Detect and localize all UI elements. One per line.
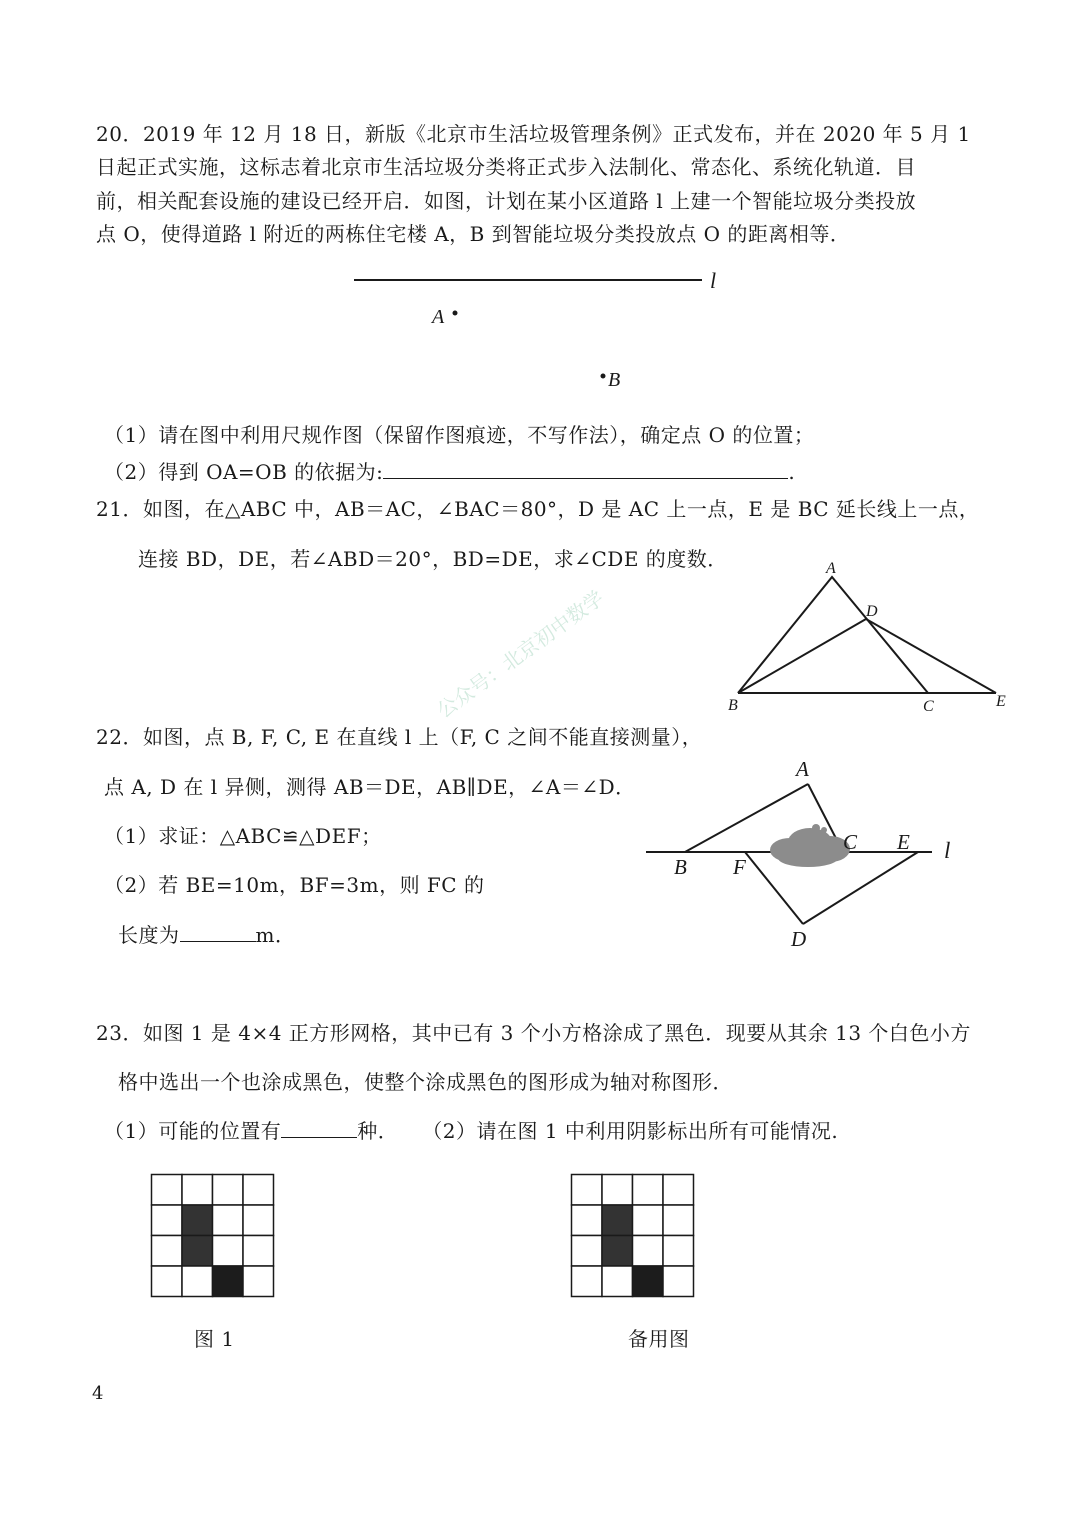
q22-figure — [640, 752, 980, 952]
grid-cell[interactable] — [572, 1205, 603, 1236]
q21-line-2: 连接 BD，DE，若∠ABD＝20°，BD=DE，求∠CDE 的度数． — [138, 547, 728, 571]
grid-cell[interactable] — [572, 1266, 603, 1297]
q23-line-2: 格中选出一个也涂成黑色，使整个涂成黑色的图形成为轴对称图形． — [118, 1070, 733, 1094]
vertex-d-label: D — [866, 603, 878, 620]
grid-cell[interactable] — [633, 1205, 664, 1236]
q23-part-1-text: （1）可能的位置有 — [104, 1119, 282, 1143]
line-l-label: l — [944, 838, 951, 863]
q22-part-2-cont — [118, 921, 295, 949]
grid-figure-spare[interactable] — [570, 1173, 696, 1299]
grid-cell-shaded[interactable] — [213, 1266, 244, 1297]
q20-line-2: 日起正式实施，这标志着北京市生活垃圾分类将正式步入法制化、常态化、系统化轨道．目 — [96, 155, 916, 179]
grid-cell[interactable] — [572, 1175, 603, 1206]
grid-cell[interactable] — [663, 1266, 694, 1297]
grid-cell-shaded[interactable] — [182, 1236, 213, 1267]
q23-parts — [104, 1117, 838, 1145]
watermark: 公众号：北京初中数学 — [432, 585, 609, 723]
grid-cell[interactable] — [152, 1266, 183, 1297]
point-a-dot — [453, 311, 458, 316]
point-b-dot — [601, 374, 606, 379]
grid-cell[interactable] — [152, 1175, 183, 1206]
grid-cell[interactable] — [243, 1266, 274, 1297]
vertex-b-label: B — [728, 697, 738, 714]
point-b-label: B — [608, 369, 621, 391]
grid-cell-shaded[interactable] — [602, 1236, 633, 1267]
q23-part-2-text: （2）请在图 1 中利用阴影标出所有可能情况. — [422, 1119, 839, 1143]
vertex-a-label: A — [826, 560, 836, 577]
grid-cell-shaded[interactable] — [602, 1205, 633, 1236]
q20-part-2-text: （2）得到 OA=OB 的依据为: — [104, 460, 384, 484]
grid-figure-1[interactable] — [150, 1173, 276, 1299]
grid-cell[interactable] — [152, 1205, 183, 1236]
point-c-label: C — [843, 830, 858, 854]
grid-cell[interactable] — [182, 1266, 213, 1297]
point-f-label: F — [733, 855, 746, 879]
grid-cell[interactable] — [633, 1236, 664, 1267]
q23-answer-blank[interactable] — [281, 1119, 357, 1138]
grid-cell[interactable] — [243, 1205, 274, 1236]
segment-bd — [738, 619, 866, 693]
q22-unit: m． — [255, 923, 296, 947]
q22-part-1: （1）求证：△ABC≌△DEF； — [104, 824, 382, 848]
road-label-l: l — [710, 268, 717, 293]
q22-part-2: （2）若 BE=10m，BF=3m，则 FC 的 — [104, 873, 485, 897]
point-a-label: A — [796, 757, 809, 781]
point-a-label: A — [432, 306, 445, 328]
vertex-e-label: E — [996, 693, 1006, 710]
caption-figure-1: 图 1 — [194, 1327, 235, 1351]
caption-spare-figure: 备用图 — [628, 1327, 690, 1351]
grid-cell[interactable] — [182, 1175, 213, 1206]
q23-part-1-end: 种． — [357, 1119, 399, 1143]
grid-cell[interactable] — [213, 1175, 244, 1206]
q20-line-4: 点 O，使得道路 l 附近的两栋住宅楼 A，B 到智能垃圾分类投放点 O 的距离相等． — [96, 222, 851, 246]
point-d-label: D — [791, 927, 807, 951]
q23-line-1: 23．如图 1 是 4×4 正方形网格，其中已有 3 个小方格涂成了黑色．现要从其余 13 个白色小方 — [96, 1021, 971, 1045]
grid-cell[interactable] — [572, 1236, 603, 1267]
q20-line-1: 20．2019 年 12 月 18 日，新版《北京市生活垃圾管理条例》正式发布，并在 2020 年 5 月 1 — [96, 122, 971, 146]
grid-cell[interactable] — [633, 1175, 664, 1206]
grid-cell[interactable] — [243, 1236, 274, 1267]
q20-part-2 — [104, 458, 795, 486]
q20-part-2-end: . — [788, 460, 796, 484]
q22-answer-blank[interactable] — [180, 923, 256, 942]
grid-cell[interactable] — [602, 1266, 633, 1297]
point-b-label: B — [674, 855, 687, 879]
grid-cell[interactable] — [243, 1175, 274, 1206]
q20-answer-blank[interactable] — [383, 460, 788, 479]
grid-cell-shaded[interactable] — [633, 1266, 664, 1297]
page-number: 4 — [92, 1383, 104, 1404]
q22-line-1: 22．如图，点 B, F, C, E 在直线 l 上（F, C 之间不能直接测量）， — [96, 725, 703, 749]
segment-de — [866, 619, 996, 693]
q22-length-text: 长度为 — [118, 923, 180, 947]
grid-cell[interactable] — [213, 1236, 244, 1267]
grid-cell[interactable] — [152, 1236, 183, 1267]
q20-line-3: 前，相关配套设施的建设已经开启．如图，计划在某小区道路 l 上建一个智能垃圾分类投放 — [96, 189, 917, 213]
q22-line-2: 点 A, D 在 l 异侧，测得 AB＝DE，AB∥DE，∠A＝∠D． — [104, 775, 636, 799]
obstacle-cloud — [770, 824, 850, 867]
grid-cell[interactable] — [663, 1205, 694, 1236]
vertex-c-label: C — [923, 698, 934, 715]
grid-cell[interactable] — [602, 1175, 633, 1206]
grid-cell[interactable] — [663, 1175, 694, 1206]
q21-triangle-figure — [720, 555, 1020, 720]
grid-cell[interactable] — [663, 1236, 694, 1267]
grid-cell-shaded[interactable] — [182, 1205, 213, 1236]
q20-part-1: （1）请在图中利用尺规作图（保留作图痕迹，不写作法），确定点 O 的位置； — [104, 423, 815, 447]
grid-cell[interactable] — [213, 1205, 244, 1236]
point-e-label: E — [897, 830, 910, 854]
q21-line-1: 21．如图，在△ABC 中，AB＝AC，∠BAC＝80°，D 是 AC 上一点，E 是 BC 延长线上一点， — [96, 497, 980, 521]
q20-figure — [340, 260, 740, 400]
